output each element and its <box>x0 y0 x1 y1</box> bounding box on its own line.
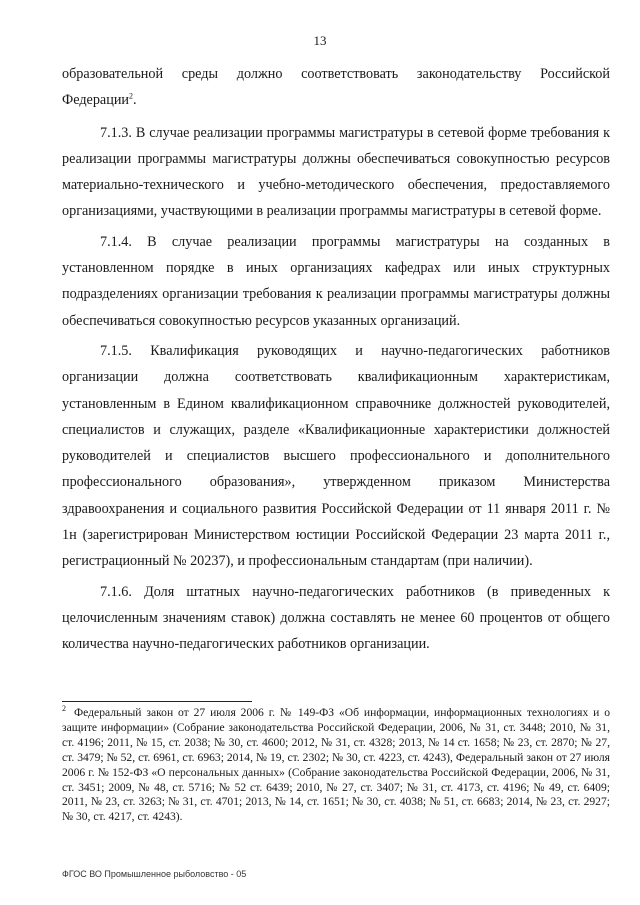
paragraph-7-1-6: 7.1.6. Доля штатных научно-педагогических работников (в приведенных к целочисленным значениям ставок) должна составлять не менее 60 процентов от общего количества научно-педагогических работников организации. <box>62 583 610 653</box>
paragraph-7-1-4: 7.1.4. В случае реализации программы магистратуры на созданных в установленном порядке в иных организациях кафедрах или иных структурных подразделениях организации требования к реализации программы магистратуры должны обеспечиваться совокупностью ресурсов указанных организаций. <box>62 233 610 329</box>
document-body <box>62 61 610 662</box>
page-number: 13 <box>313 33 327 48</box>
footnote-mark: 2 <box>62 704 66 714</box>
page-footer: ФГОС ВО Промышленное рыболовство - 05 <box>62 869 247 879</box>
paragraph-7-1-3: 7.1.3. В случае реализации программы магистратуры в сетевой форме требования к реализации программы магистратуры должны обеспечиваться совокупностью ресурсов материально-технического и учебно-методического обеспечения, предоставляемого организациями, участвующими в реализации программы магистратуры в сетевой форме. <box>62 124 610 220</box>
paragraph-tail: . <box>133 92 137 109</box>
paragraph-7-1-5: 7.1.5. Квалификация руководящих и научно-педагогических работников организации должна соответствовать квалификационным характеристикам, установленным в Едином квалификационном справочнике должностей руководителей, специалистов и служащих, разделе «Квалификационные характеристики должностей руководителей и специалистов высшего профессионального и дополнительного профессионального образования», утвержденном приказом Министерства здравоохранения и социального развития Российской Федерации от 11 января 2011 г. № 1н (зарегистрирован Министерством юстиции Российской Федерации 23 марта 2011 г., регистрационный № 20237), и профессиональным стандартам (при наличии). <box>62 342 610 570</box>
footnote-divider <box>62 701 252 702</box>
footnote-text: Федеральный закон от 27 июля 2006 г. № 149-ФЗ «Об информации, информационных технологиях и о защите информации» (Собрание законодательства Российской Федерации, 2006, № 31, ст. 3448; 2010, № 31, ст. 4196; 2011, № 15, ст. 2038; № 30, ст. 4600; 2012, № 31, ст. 4328; 2013, № 14 ст. 1658; № 23, ст. 2870; № 27, ст. 3479; № 52, ст. 6961, ст. 6963; 2014, № 19, ст. 2302; № 30, ст. 4223, ст. 4243), Федеральный закон от 27 июля 2006 г. № 152-ФЗ «О персональных данных» (Собрание законодательства Российской Федерации, 2006, № 31, ст. 3451; 2009, № 48, ст. 5716; № 52 ст. 6439; 2010, № 27, ст. 3407; № 31, ст. 4173, ст. 4196; № 49, ст. 6409; 2011, № 23, ст. 3263; № 31, ст. 4701; 2013, № 14, ст. 1651; № 30, ст. 4038; № 51, ст. 6683; 2014, № 23, ст. 2927; № 30, ст. 4217, ст. 4243). <box>62 706 610 824</box>
footnote-reference[interactable]: 2 <box>129 91 134 101</box>
paragraph-continuation <box>62 61 610 114</box>
footnote <box>62 706 610 825</box>
paragraph-text: образовательной среды должно соответствовать законодательству Российской Федерации <box>62 66 610 109</box>
